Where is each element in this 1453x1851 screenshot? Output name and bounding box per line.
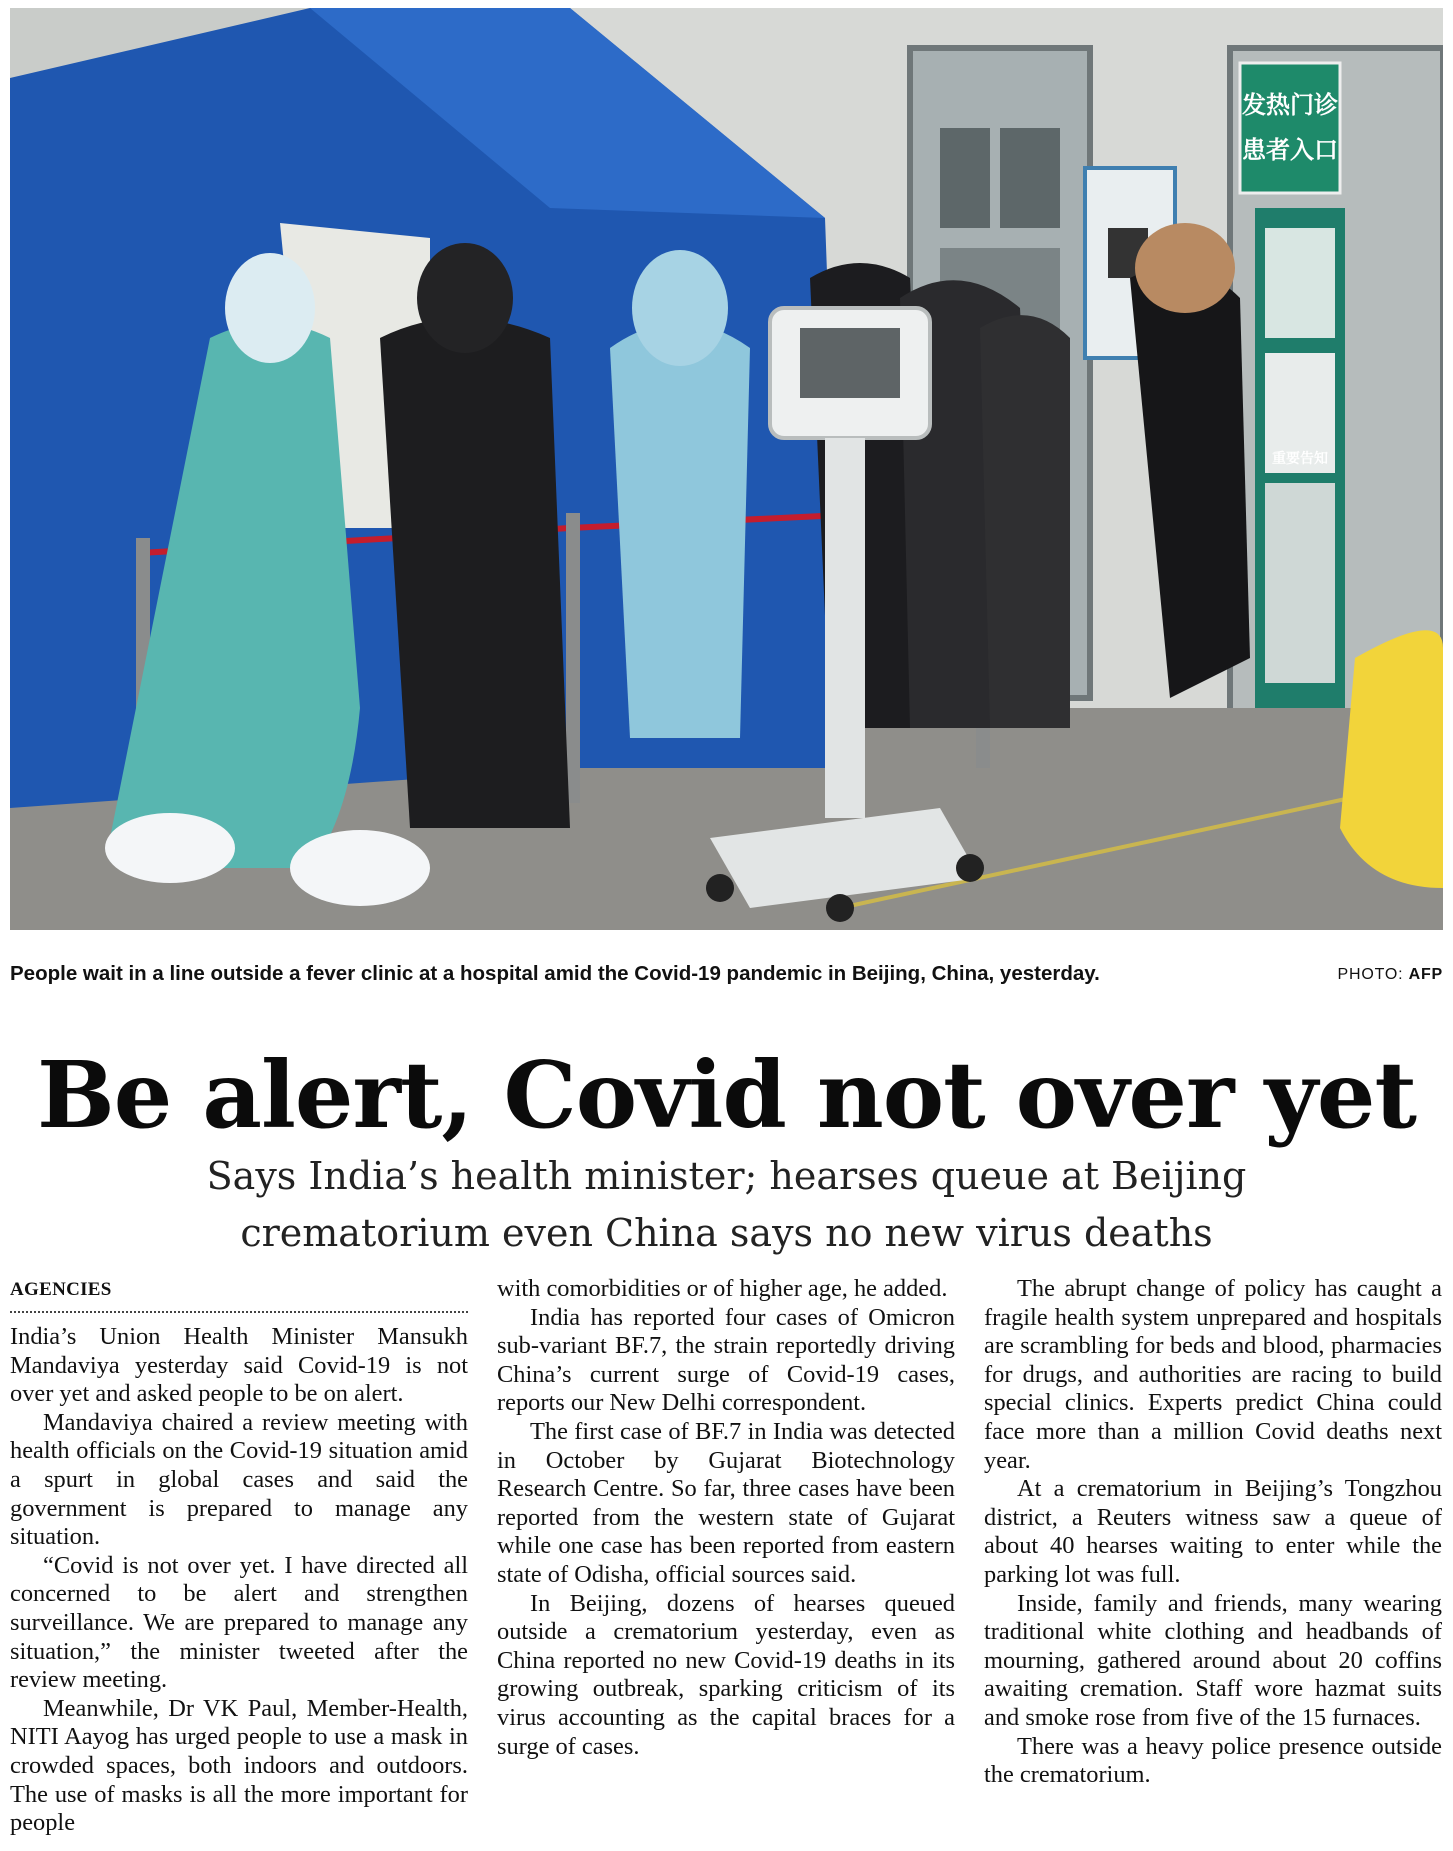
sign-line-2: 患者入口 [1242,136,1338,164]
paragraph: There was a heavy police presence outside the crematorium. [984,1732,1442,1789]
paragraph: The abrupt change of policy has caught a fragile health system unprepared and hospitals are scrambling for beds and blood, pharmacies for drugs, and authorities are racing to build special clinics. Experts predict China could face more than a million Covid deaths next year. [984,1275,1442,1474]
photo-caption-row [10,962,1443,992]
subheadline-line-1: Says India’s health minister; hearses queue at Beijing [206,1154,1247,1198]
article-column-1 [10,1275,468,1838]
subheadline [0,1148,1453,1262]
headline: Be alert, Covid not over yet [37,1041,1416,1149]
paragraph: Inside, family and friends, many wearing traditional white clothing and headbands of mourning, gathered around about 20 coffins awaiting cremation. Staff wore hazmat suits and smoke rose from five of the 15 furnaces. [984,1589,1442,1731]
notice-title: 重要告知 [1272,451,1328,467]
photo-credit [1338,966,1444,984]
fever-clinic-photo [10,8,1443,930]
photo-credit-prefix: PHOTO: [1337,966,1409,983]
byline: AGENCIES [10,1275,468,1313]
paragraph: India’s Union Health Minister Mansukh Mandaviya yesterday said Covid-19 is not over yet and asked people to be on alert. [10,1323,468,1408]
paragraph: Mandaviya chaired a review meeting with health officials on the Covid-19 situation amid a spurt in global cases and said the government is prepared to manage any situation. [10,1408,468,1551]
paragraph: “Covid is not over yet. I have directed all concerned to be alert and strengthen surveillance. We are prepared to manage any situation,” the minister tweeted after the review meeting. [10,1551,468,1694]
paragraph: Meanwhile, Dr VK Paul, Member-Health, NITI Aayog has urged people to use a mask in crowded spaces, both indoors and outdoors. The use of masks is all the more important for people [10,1694,468,1837]
photo-caption: People wait in a line outside a fever clinic at a hospital amid the Covid-19 pandemic in Beijing, China, yesterday. [10,962,1100,985]
paragraph: with comorbidities or of higher age, he added. [497,1275,948,1302]
paragraph: At a crematorium in Beijing’s Tongzhou district, a Reuters witness saw a queue of about 40 hearses waiting to enter while the parking lot was full. [984,1475,1442,1588]
sign-line-1: 发热门诊 [1242,91,1338,119]
article-column-3 [984,1275,1442,1790]
paragraph: India has reported four cases of Omicron sub-variant BF.7, the strain reportedly driving China’s current surge of Covid-19 cases, reports our New Delhi correspondent. [497,1303,955,1417]
paragraph: The first case of BF.7 in India was detected in October by Gujarat Biotechnology Research Centre. So far, three cases have been reported from the western state of Gujarat while one case has been reported from eastern state of Odisha, official sources said. [497,1417,955,1588]
photo-credit-source: AFP [1408,966,1443,983]
clinic-sign [1240,63,1340,193]
subheadline-line-2: crematorium even China says no new virus deaths [240,1211,1213,1255]
article-column-2 [497,1275,955,1761]
paragraph: In Beijing, dozens of hearses queued outside a crematorium yesterday, even as China reported no new Covid-19 deaths in its growing outbreak, sparking criticism of its virus accounting as the capital braces for a surge of cases. [497,1589,955,1760]
news-photo [10,8,1443,930]
